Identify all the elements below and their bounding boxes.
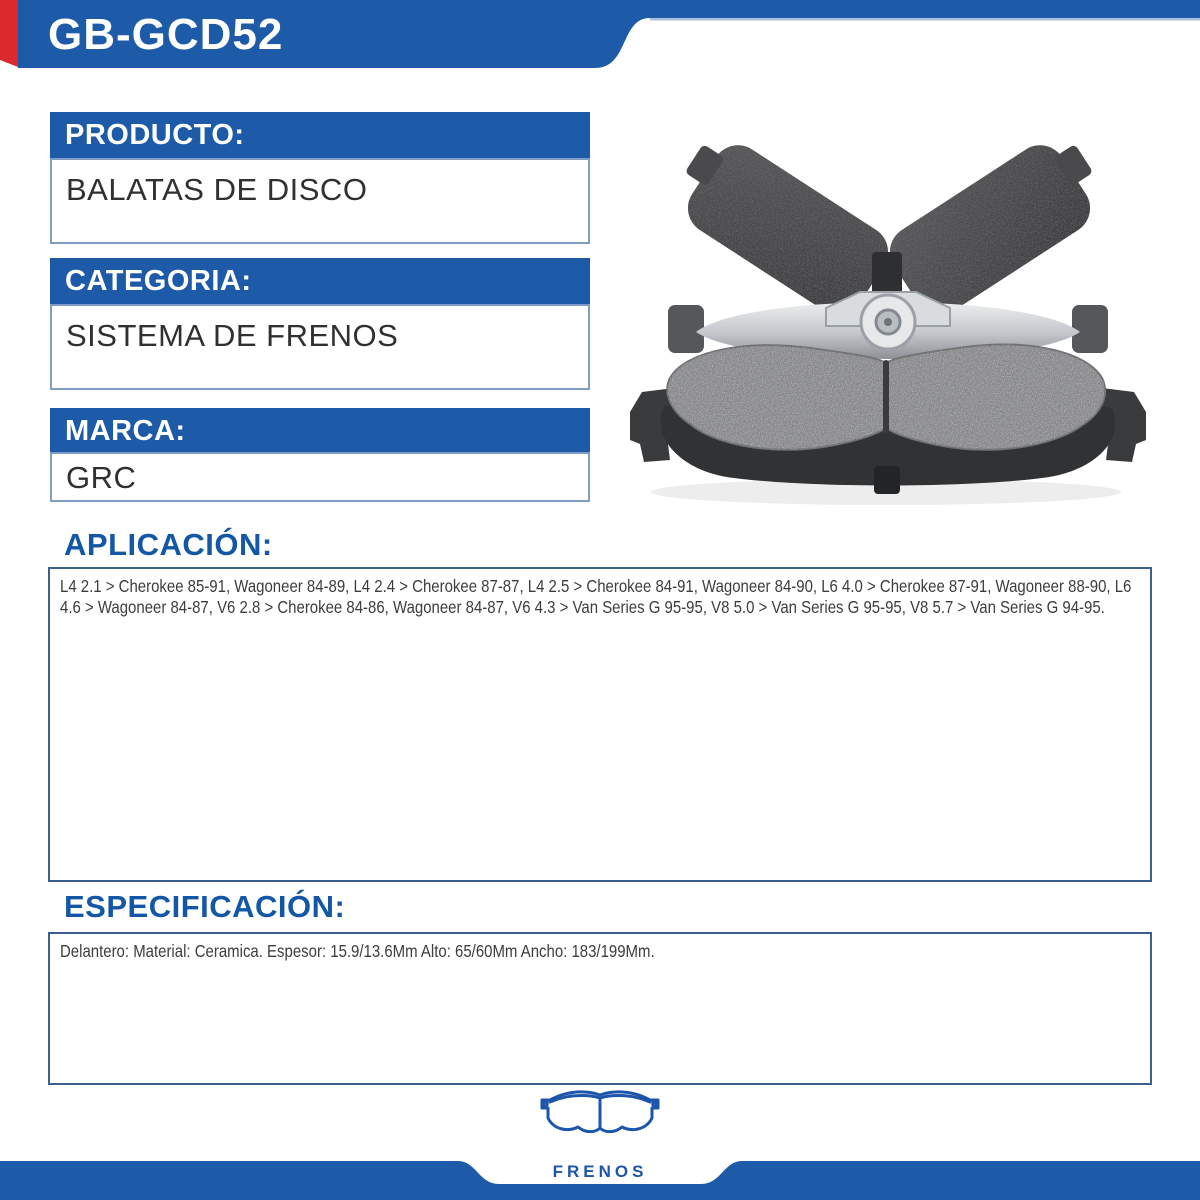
marca-value-box — [50, 452, 590, 502]
product-photo — [628, 100, 1148, 510]
aplicacion-heading: APLICACIÓN: — [64, 527, 273, 562]
categoria-value-box — [50, 304, 590, 390]
brake-pad-icon — [542, 1092, 658, 1132]
producto-label: PRODUCTO: — [65, 119, 245, 151]
marca-label: MARCA: — [65, 415, 186, 447]
aplicacion-text: L4 2.1 > Cherokee 85-91, Wagoneer 84-89, L4 2.4 > Cherokee 87-87, L4 2.5 > Cherokee 84-91, Wagoneer 84-90, L6 4.0 > Cherokee 87-91, Wagoneer 88-90, L6 4.6 > Wagoneer 84-87, V6 2.8 > Cherokee 84-86, Wagoneer 84-87, V6 4.3 > Van Series G 95-95, V8 5.0 > Van Series G 95-95, V8 5.7 > Van Series G 94-95. — [60, 576, 1132, 618]
footer-banner — [0, 1080, 1200, 1200]
especificacion-heading: ESPECIFICACIÓN: — [64, 889, 346, 924]
producto-value-box — [50, 158, 590, 244]
aplicacion-box — [48, 567, 1152, 882]
page-title: GB-GCD52 — [48, 10, 284, 59]
red-accent-ribbon — [0, 0, 18, 67]
header-strip-underline — [650, 18, 1200, 21]
backing-plate — [668, 252, 1108, 359]
categoria-label: CATEGORIA: — [65, 265, 252, 297]
marca-label-bar — [50, 408, 590, 454]
categoria-label-bar — [50, 258, 590, 304]
footer-label: FRENOS — [552, 1162, 648, 1181]
categoria-value: SISTEMA DE FRENOS — [66, 318, 399, 353]
marca-value: GRC — [66, 460, 137, 495]
producto-label-bar — [50, 112, 590, 158]
especificacion-box — [48, 932, 1152, 1085]
producto-value: BALATAS DE DISCO — [66, 172, 368, 207]
especificacion-text: Delantero: Material: Ceramica. Espesor: 15.9/13.6Mm Alto: 65/60Mm Ancho: 183/199Mm. — [60, 941, 655, 961]
